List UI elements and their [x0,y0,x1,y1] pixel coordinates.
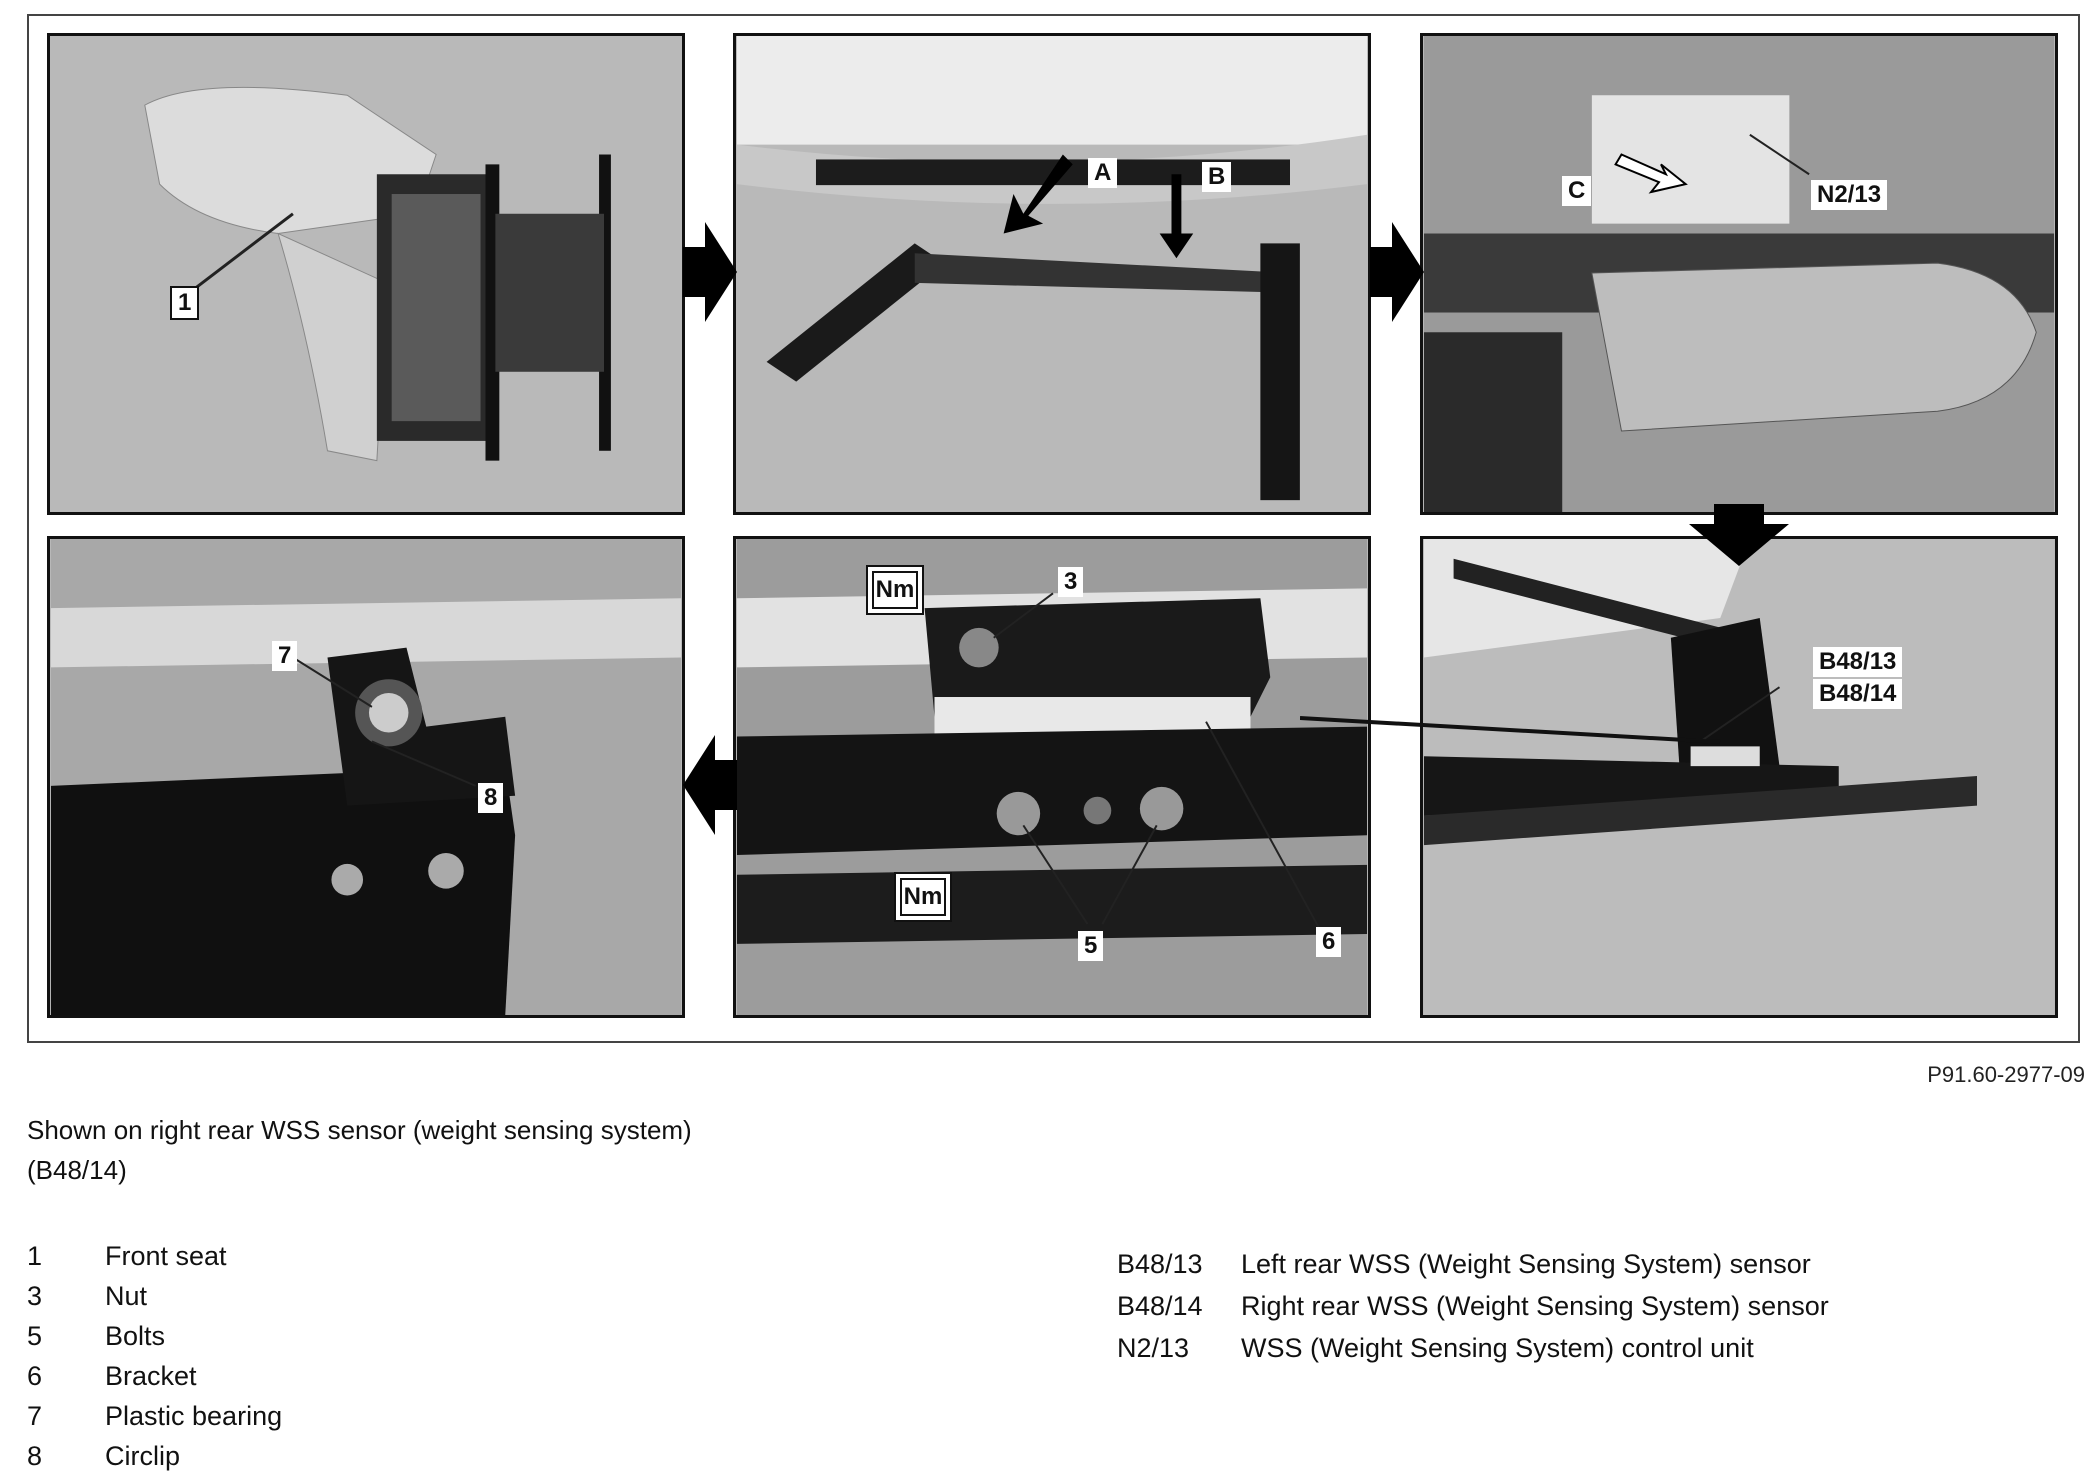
control-unit-illustration [1423,36,2055,512]
callout-1: 1 [170,286,199,320]
photo-panel-control-unit [1420,33,2058,515]
legend-item [1117,1243,1829,1285]
legend-item [27,1236,282,1276]
nm-label: Nm [872,571,918,609]
callout-7: 7 [272,641,297,671]
legend-code: B48/14 [1117,1291,1203,1321]
callout-b48-13: B48/13 [1813,647,1902,677]
legend-item [1117,1327,1829,1369]
front-seat-illustration [50,36,682,512]
legend-label: Nut [105,1281,148,1311]
legend-code: 5 [27,1321,43,1351]
legend-code: B48/13 [1117,1249,1203,1279]
legend-label: Front seat [105,1241,227,1271]
legend-label: Left rear WSS (Weight Sensing System) sensor [1241,1249,1811,1279]
caption [27,1110,692,1190]
legend-label: Circlip [105,1441,181,1471]
connector-line [1300,690,1770,760]
photo-panel-front-seat [47,33,685,515]
torque-nm-icon [894,872,952,922]
callout-8: 8 [478,783,503,813]
legend-item [27,1396,282,1436]
flow-arrow-down [1689,504,1789,566]
legend-code: 8 [27,1441,43,1471]
legend-left [27,1236,282,1476]
callout-n2-13: N2/13 [1811,180,1887,210]
photo-panel-cables [733,33,1371,515]
callout-5: 5 [1078,931,1103,961]
seat-underside-illustration [736,36,1368,512]
legend-code: 6 [27,1361,43,1391]
callout-3: 3 [1058,567,1083,597]
legend-right [1117,1243,1829,1369]
figure-code: P91.60-2977-09 [1927,1062,2085,1087]
bearing-illustration [50,539,682,1015]
legend-label: Plastic bearing [105,1401,283,1431]
flow-arrow-right-1 [683,222,737,322]
caption-line-2: (B48/14) [27,1155,127,1185]
legend-code: 7 [27,1401,43,1431]
callout-c: C [1562,176,1591,206]
sensor-illustration [1423,539,2055,1015]
legend-item [27,1316,282,1356]
callout-a: A [1088,158,1117,188]
photo-panel-bracket [733,536,1371,1018]
callout-b: B [1202,162,1231,192]
legend-label: WSS (Weight Sensing System) control unit [1241,1333,1754,1363]
torque-nm-icon [866,565,924,615]
photo-panel-bearing [47,536,685,1018]
legend-label: Bracket [105,1361,197,1391]
callout-6: 6 [1316,927,1341,957]
flow-arrow-left [683,735,737,835]
legend-code: N2/13 [1117,1333,1190,1363]
legend-item [27,1276,282,1316]
legend-label: Bolts [105,1321,166,1351]
nm-label: Nm [900,878,946,916]
legend-item [1117,1285,1829,1327]
flow-arrow-right-2 [1370,222,1424,322]
legend-item [27,1436,282,1476]
caption-line-1: Shown on right rear WSS sensor (weight sensing system) [27,1115,692,1145]
callout-b48-14: B48/14 [1813,679,1902,709]
legend-code: 3 [27,1281,43,1311]
bracket-illustration [736,539,1368,1015]
legend-code: 1 [27,1241,43,1271]
legend-label: Right rear WSS (Weight Sensing System) sensor [1241,1291,1829,1321]
legend-item [27,1356,282,1396]
photo-panel-sensor [1420,536,2058,1018]
